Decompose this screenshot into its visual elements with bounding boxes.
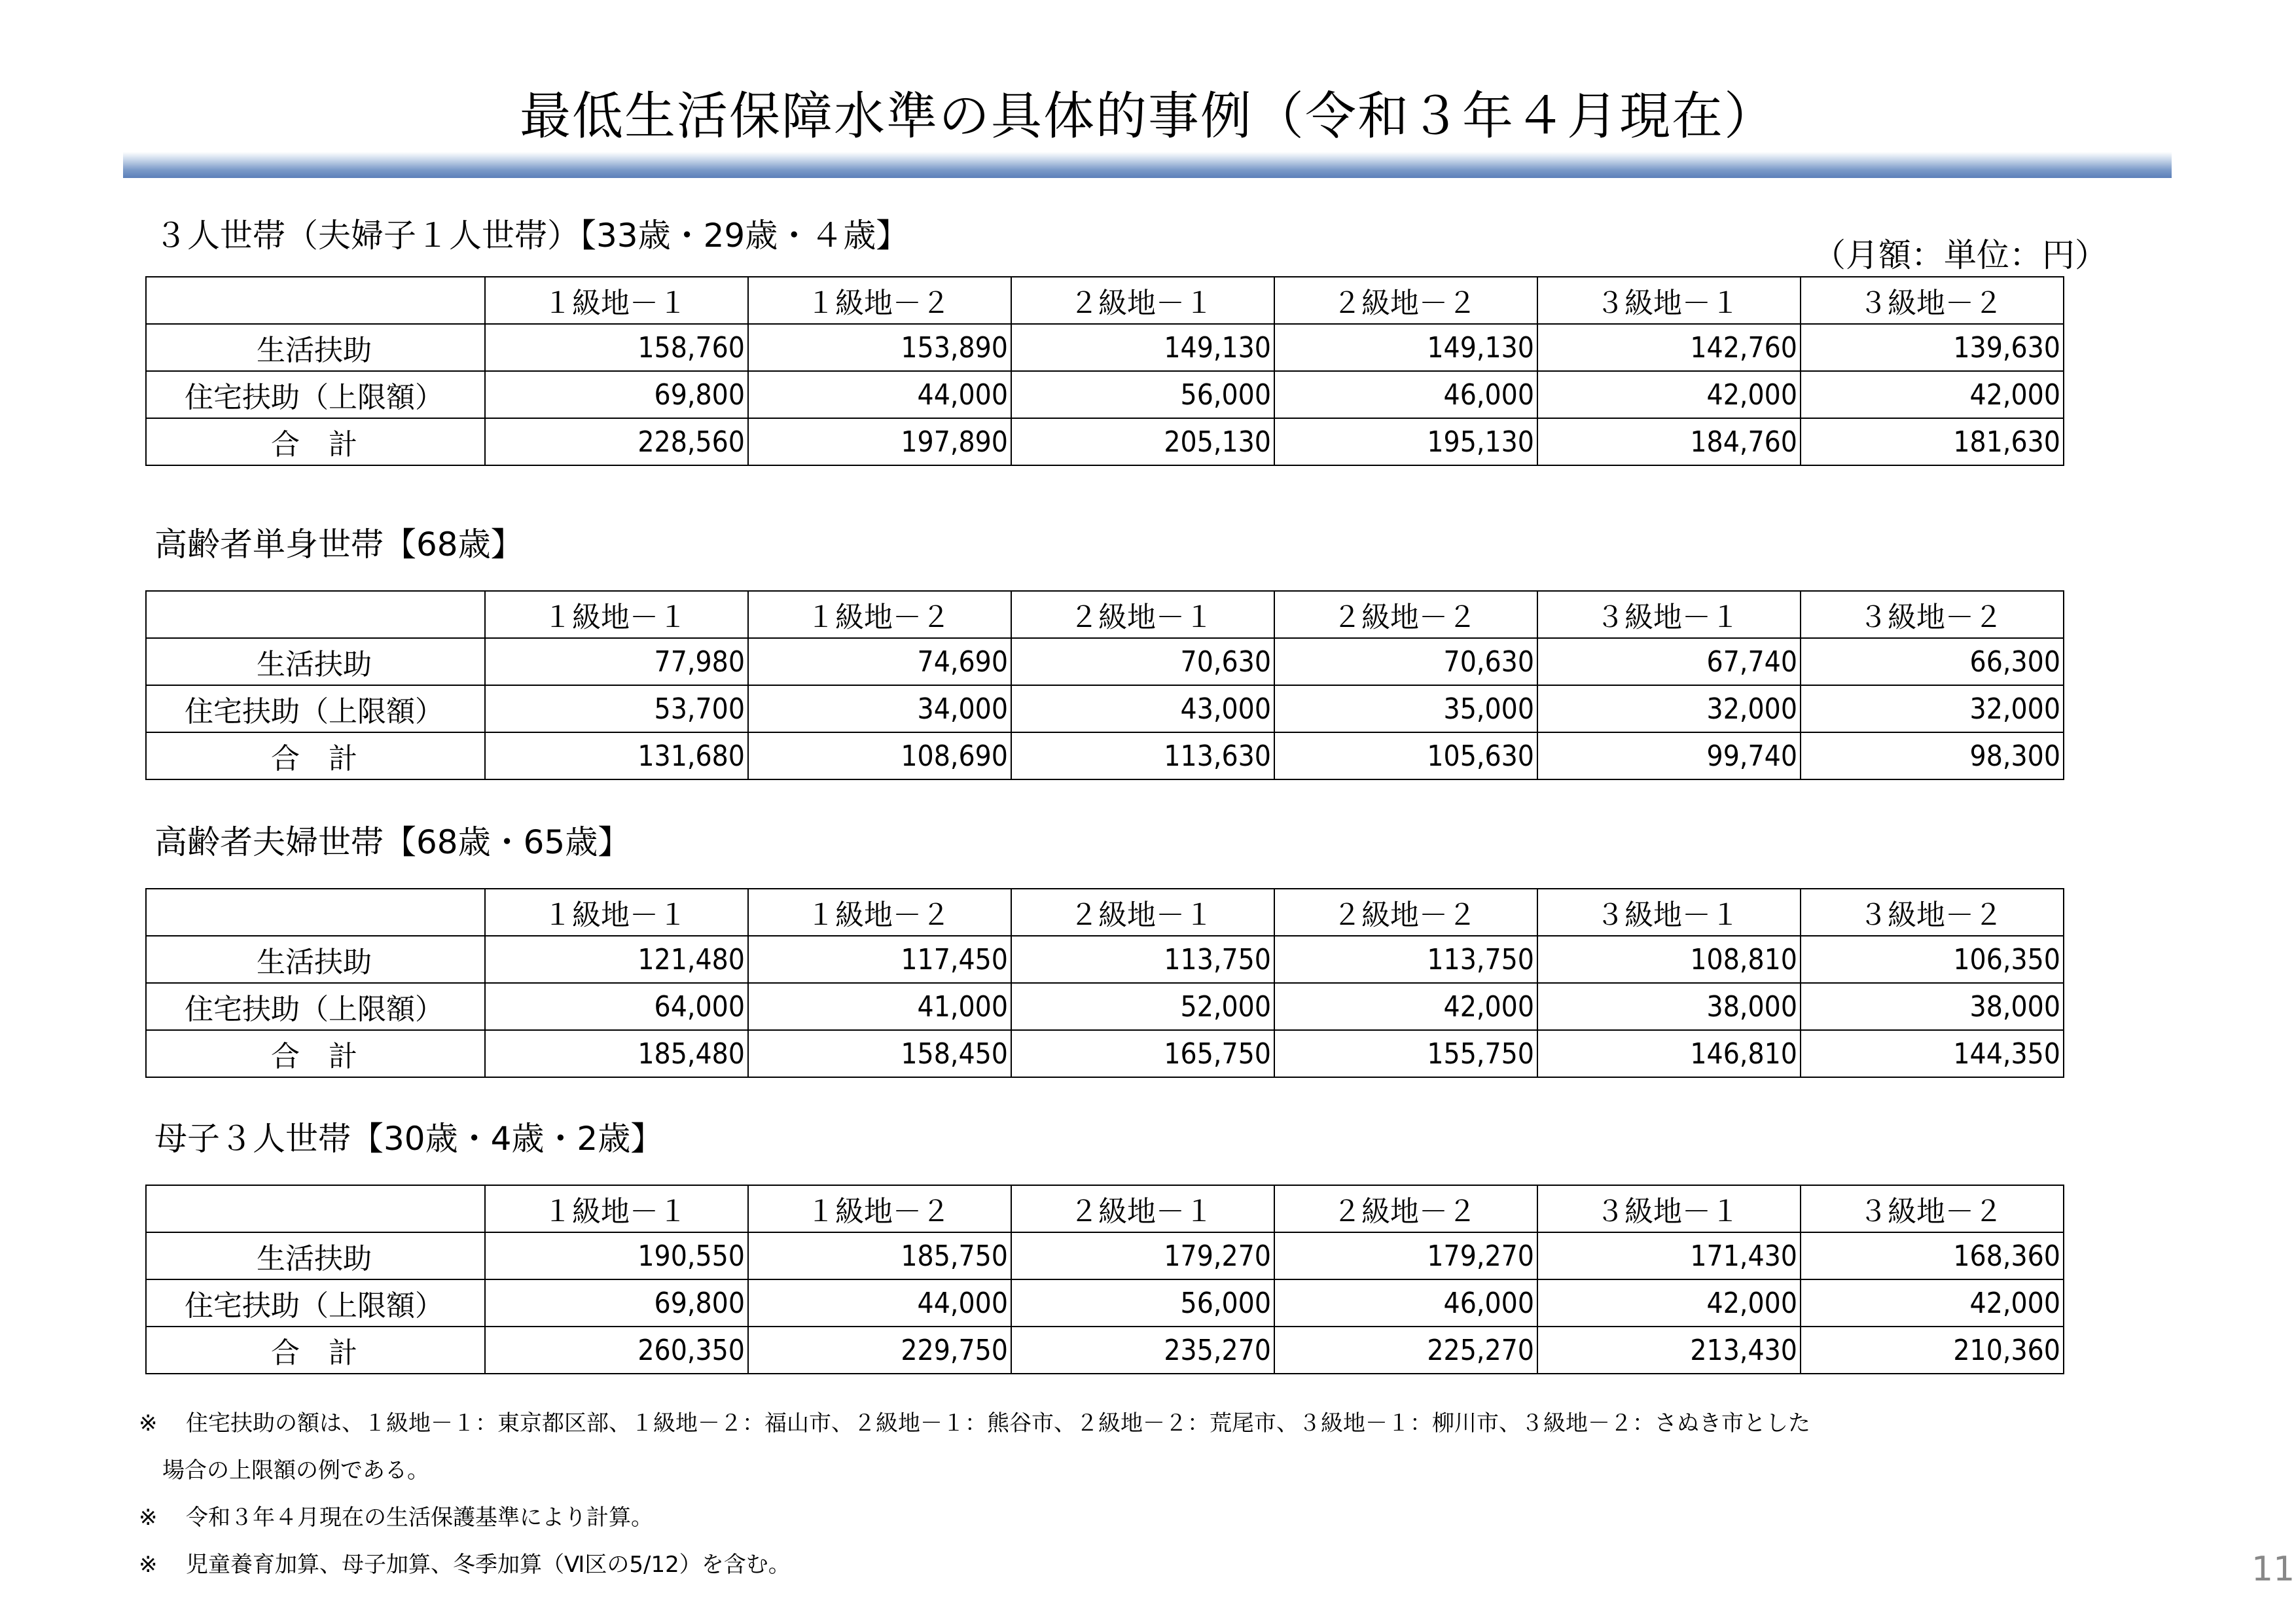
value-cell: 64,000 [485,983,748,1030]
page-title: 最低生活保障水準の具体的事例（令和３年４月現在） [519,87,1776,146]
value-cell: 155,750 [1274,1030,1537,1077]
row-label: 生活扶助 [146,324,485,371]
footnote-1 [139,1406,1810,1453]
value-cell: 171,430 [1537,1232,1801,1279]
column-header: ２級地－１ [1011,277,1274,324]
value-cell: 108,690 [748,732,1011,779]
table-row [146,732,2064,779]
value-cell: 52,000 [1011,983,1274,1030]
value-cell: 69,800 [485,1279,748,1327]
value-cell: 32,000 [1537,685,1801,732]
value-cell: 185,750 [748,1232,1011,1279]
value-cell: 46,000 [1274,371,1537,418]
row-label: 合 計 [146,1030,485,1077]
value-cell: 139,630 [1801,324,2064,371]
value-cell: 146,810 [1537,1030,1801,1077]
value-cell: 121,480 [485,936,748,983]
value-cell: 69,800 [485,371,748,418]
row-label: 合 計 [146,732,485,779]
table-row [146,685,2064,732]
table-header-row [146,889,2064,936]
value-cell: 149,130 [1274,324,1537,371]
page-number: 11 [2251,1550,2295,1589]
table-row [146,1327,2064,1374]
row-label: 合 計 [146,418,485,465]
section-heading: 高齢者夫婦世帯【68歳・65歳】 [154,823,631,861]
value-cell: 165,750 [1011,1030,1274,1077]
table-row [146,418,2064,465]
row-label: 生活扶助 [146,638,485,685]
footnote-1-continued [139,1453,1810,1500]
value-cell: 197,890 [748,418,1011,465]
column-header: ２級地－１ [1011,1185,1274,1232]
value-cell: 168,360 [1801,1232,2064,1279]
value-cell: 144,350 [1801,1030,2064,1077]
benefit-table [145,1185,2064,1374]
value-cell: 179,270 [1011,1232,1274,1279]
value-cell: 117,450 [748,936,1011,983]
value-cell: 42,000 [1801,371,2064,418]
column-header: ３級地－２ [1801,1185,2064,1232]
table-header-row [146,1185,2064,1232]
value-cell: 74,690 [748,638,1011,685]
row-label: 生活扶助 [146,1232,485,1279]
column-header: ３級地－１ [1537,277,1801,324]
value-cell: 225,270 [1274,1327,1537,1374]
value-cell: 42,000 [1274,983,1537,1030]
value-cell: 44,000 [748,1279,1011,1327]
value-cell: 185,480 [485,1030,748,1077]
value-cell: 70,630 [1274,638,1537,685]
table-row [146,371,2064,418]
title-underline-bar [123,152,2172,178]
value-cell: 179,270 [1274,1232,1537,1279]
value-cell: 56,000 [1011,371,1274,418]
column-header: ２級地－１ [1011,889,1274,936]
value-cell: 41,000 [748,983,1011,1030]
footnote-text: 令和３年４月現在の生活保護基準により計算。 [186,1505,653,1531]
value-cell: 235,270 [1011,1327,1274,1374]
value-cell: 195,130 [1274,418,1537,465]
table-header-row [146,277,2064,324]
note-mark: ※ [139,1552,158,1578]
value-cell: 131,680 [485,732,748,779]
table-row [146,983,2064,1030]
column-header: １級地－１ [485,1185,748,1232]
value-cell: 38,000 [1801,983,2064,1030]
section-heading: 高齢者単身世帯【68歳】 [154,526,524,563]
value-cell: 34,000 [748,685,1011,732]
column-header: １級地－２ [748,889,1011,936]
table-row [146,638,2064,685]
corner-cell [146,277,485,324]
table-row [146,324,2064,371]
row-label: 生活扶助 [146,936,485,983]
row-label: 住宅扶助（上限額） [146,983,485,1030]
note-mark: ※ [139,1505,158,1531]
value-cell: 142,760 [1537,324,1801,371]
value-cell: 42,000 [1537,371,1801,418]
unit-label: （月額：単位：円） [1813,236,2108,274]
value-cell: 108,810 [1537,936,1801,983]
value-cell: 210,360 [1801,1327,2064,1374]
table-row [146,1030,2064,1077]
value-cell: 184,760 [1537,418,1801,465]
corner-cell [146,591,485,638]
value-cell: 190,550 [485,1232,748,1279]
column-header: １級地－２ [748,277,1011,324]
value-cell: 53,700 [485,685,748,732]
corner-cell [146,889,485,936]
value-cell: 113,750 [1274,936,1537,983]
value-cell: 149,130 [1011,324,1274,371]
value-cell: 66,300 [1801,638,2064,685]
value-cell: 260,350 [485,1327,748,1374]
table-row [146,1232,2064,1279]
footnote-text: 場合の上限額の例である。 [162,1457,429,1484]
value-cell: 106,350 [1801,936,2064,983]
section-heading: 母子３人世帯【30歳・4歳・2歳】 [154,1120,664,1158]
value-cell: 181,630 [1801,418,2064,465]
table-row [146,936,2064,983]
row-label: 合 計 [146,1327,485,1374]
column-header: ３級地－１ [1537,591,1801,638]
table-row [146,1279,2064,1327]
section-heading: ３人世帯（夫婦子１人世帯）【33歳・29歳・４歳】 [154,217,909,255]
value-cell: 158,450 [748,1030,1011,1077]
column-header: ３級地－１ [1537,889,1801,936]
column-header: １級地－１ [485,277,748,324]
column-header: ２級地－２ [1274,591,1537,638]
value-cell: 43,000 [1011,685,1274,732]
value-cell: 42,000 [1801,1279,2064,1327]
column-header: ２級地－２ [1274,277,1537,324]
footnote-2 [139,1500,1810,1547]
value-cell: 42,000 [1537,1279,1801,1327]
footnote-3 [139,1547,1810,1594]
column-header: ３級地－１ [1537,1185,1801,1232]
value-cell: 38,000 [1537,983,1801,1030]
column-header: １級地－１ [485,591,748,638]
note-mark: ※ [139,1410,158,1436]
column-header: １級地－２ [748,591,1011,638]
value-cell: 56,000 [1011,1279,1274,1327]
value-cell: 99,740 [1537,732,1801,779]
column-header: １級地－２ [748,1185,1011,1232]
column-header: ３級地－２ [1801,889,2064,936]
value-cell: 113,750 [1011,936,1274,983]
value-cell: 153,890 [748,324,1011,371]
benefit-table [145,888,2064,1078]
value-cell: 44,000 [748,371,1011,418]
footnotes [139,1406,1810,1594]
column-header: ３級地－２ [1801,277,2064,324]
value-cell: 46,000 [1274,1279,1537,1327]
column-header: ２級地－２ [1274,889,1537,936]
value-cell: 98,300 [1801,732,2064,779]
value-cell: 35,000 [1274,685,1537,732]
value-cell: 113,630 [1011,732,1274,779]
column-header: ２級地－１ [1011,591,1274,638]
value-cell: 205,130 [1011,418,1274,465]
corner-cell [146,1185,485,1232]
value-cell: 213,430 [1537,1327,1801,1374]
row-label: 住宅扶助（上限額） [146,371,485,418]
footnote-text: 児童養育加算、母子加算、冬季加算（Ⅵ区の5/12）を含む。 [186,1552,791,1578]
value-cell: 77,980 [485,638,748,685]
value-cell: 32,000 [1801,685,2064,732]
value-cell: 228,560 [485,418,748,465]
value-cell: 70,630 [1011,638,1274,685]
benefit-table [145,276,2064,466]
column-header: ３級地－２ [1801,591,2064,638]
table-header-row [146,591,2064,638]
column-header: １級地－１ [485,889,748,936]
column-header: ２級地－２ [1274,1185,1537,1232]
footnote-text: 住宅扶助の額は、１級地－１：東京都区部、１級地－２：福山市、２級地－１：熊谷市、２級地－２：荒尾市、３級地－１：柳川市、３級地－２：さぬき市とした [186,1410,1810,1436]
value-cell: 105,630 [1274,732,1537,779]
value-cell: 67,740 [1537,638,1801,685]
value-cell: 229,750 [748,1327,1011,1374]
row-label: 住宅扶助（上限額） [146,685,485,732]
benefit-table [145,590,2064,780]
value-cell: 158,760 [485,324,748,371]
row-label: 住宅扶助（上限額） [146,1279,485,1327]
